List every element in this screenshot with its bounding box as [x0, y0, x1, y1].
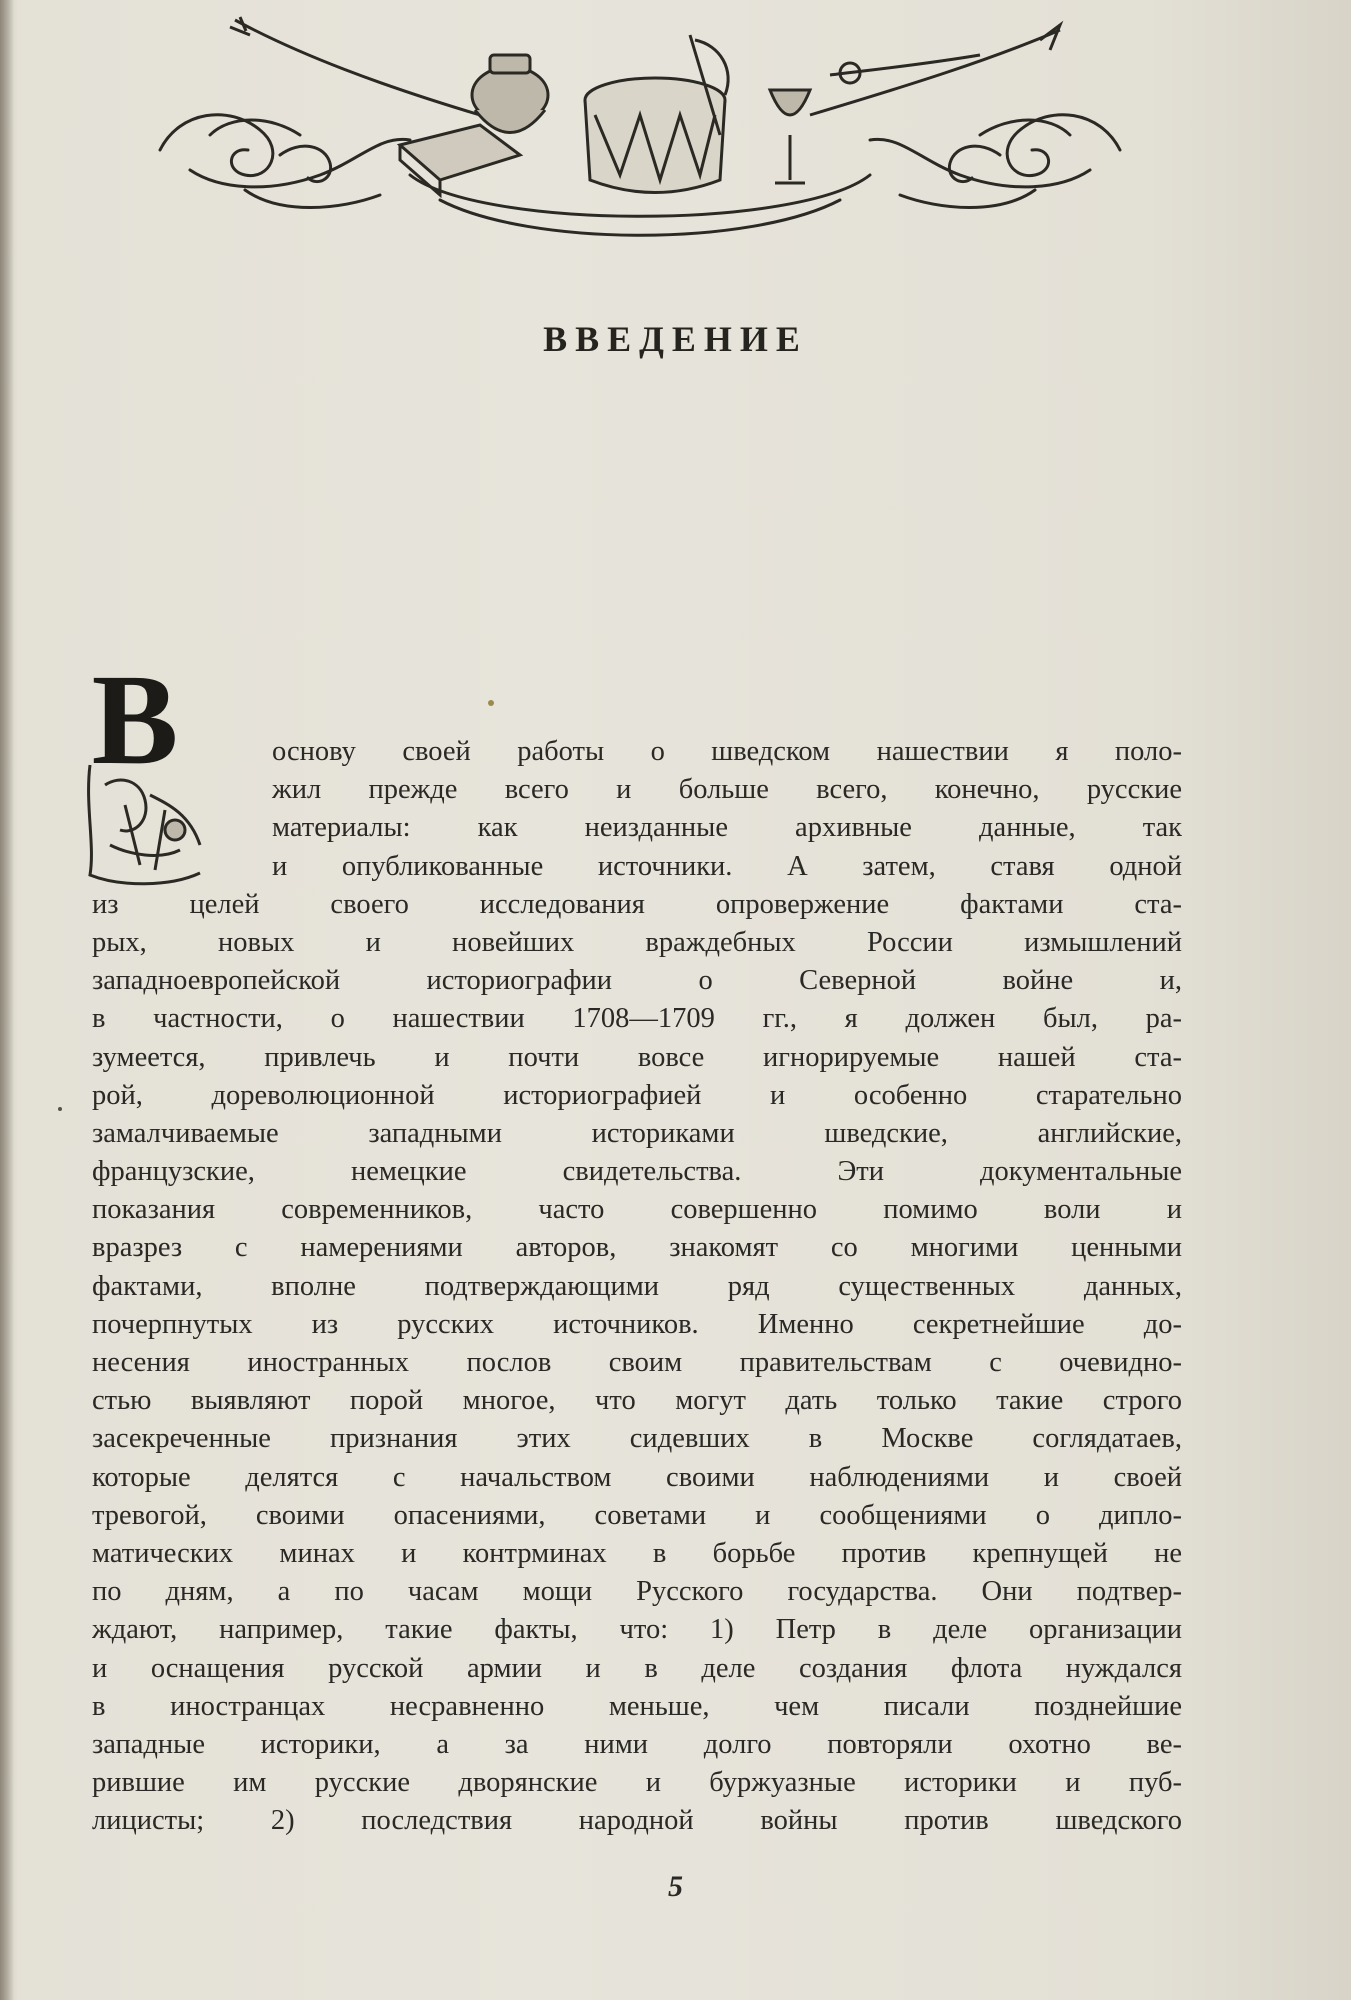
text-line: зумеется, привлечь и почти вовсе игнорируемые нашей ста- — [92, 1041, 1182, 1073]
text-line: западноевропейской историографии о Северной войне и, — [92, 965, 1182, 997]
page-number: 5 — [668, 1870, 683, 1903]
margin-mark — [58, 1107, 62, 1111]
ornamental-headpiece — [150, 15, 1130, 250]
text-line: тревогой, своими опасениями, советами и сообщениями о дипло- — [92, 1499, 1182, 1531]
text-line: основу своей работы о шведском нашествии я поло- — [272, 736, 1182, 767]
text-line: рившие им русские дворянские и буржуазные историки и пуб- — [92, 1767, 1182, 1799]
text-line: французские, немецкие свидетельства. Эти документальные — [92, 1156, 1182, 1188]
text-line: жил прежде всего и больше всего, конечно, русские — [272, 774, 1182, 806]
text-line: западные историки, а за ними долго повторяли охотно ве- — [92, 1728, 1182, 1760]
text-line: вразрез с намерениями авторов, знакомят со многими ценными — [92, 1232, 1182, 1264]
spine-shadow — [0, 0, 14, 2000]
chapter-title: ВВЕДЕНИЕ — [543, 319, 808, 359]
print-speck — [488, 700, 494, 706]
text-line: фактами, вполне подтверждающими ряд существенных данных, — [92, 1270, 1182, 1302]
text-line: по дням, а по часам мощи Русского государства. Они подтвер- — [92, 1576, 1182, 1608]
text-line: несения иностранных послов своим правительствам с очевидно- — [92, 1347, 1182, 1378]
text-line: в иностранцах несравненно меньше, чем писали позднейшие — [92, 1690, 1182, 1722]
text-line: рых, новых и новейших враждебных России измышлений — [92, 926, 1182, 958]
text-line: рой, дореволюционной историографией и особенно старательно — [92, 1079, 1182, 1111]
text-line: и оснащения русской армии и в деле создания флота нуждался — [92, 1652, 1182, 1684]
text-line: показания современников, часто совершенно помимо воли и — [92, 1194, 1182, 1226]
text-line: засекреченные признания этих сидевших в Москве соглядатаев, — [92, 1423, 1182, 1455]
text-line: из целей своего исследования опровержение фактами ста- — [92, 888, 1182, 920]
text-line: стью выявляют порой многое, что могут дать только такие строго — [92, 1385, 1182, 1417]
drop-cap-letter: В — [91, 648, 179, 792]
body-text — [92, 733, 1182, 1840]
text-line: и опубликованные источники. А затем, ставя одной — [272, 850, 1182, 882]
text-line: в частности, о нашествии 1708—1709 гг., я должен был, ра- — [92, 1003, 1182, 1035]
text-line: которые делятся с начальством своими наблюдениями и своей — [92, 1461, 1182, 1493]
text-line: матических минах и контрминах в борьбе против крепнущей не — [92, 1537, 1182, 1569]
text-line: замалчиваемые западными историками шведские, английские, — [92, 1117, 1182, 1149]
text-line: лицисты; 2) последствия народной войны против шведского — [92, 1805, 1182, 1837]
text-line: ждают, например, такие факты, что: 1) Петр в деле организации — [92, 1614, 1182, 1646]
text-line: материалы: как неизданные архивные данные, так — [272, 812, 1182, 844]
text-line: почерпнутых из русских источников. Именно секретнейшие до- — [92, 1308, 1182, 1340]
